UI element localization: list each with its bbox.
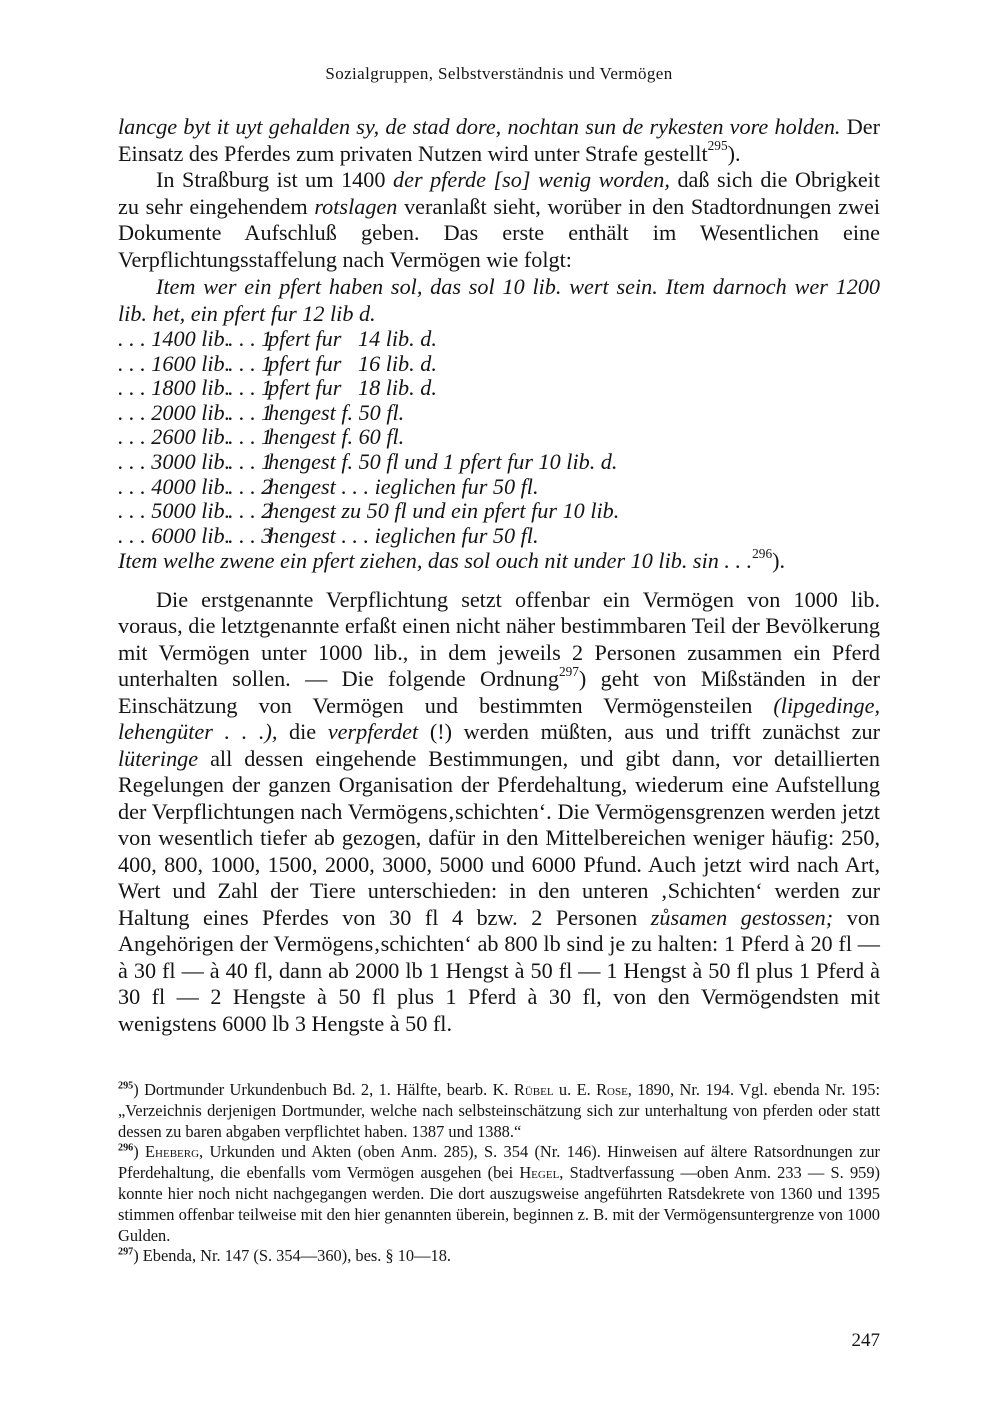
footnote-text: , Urkunden und Akten (oben Anm. 285), S. 354 (Nr. 146). Hinweisen auf ältere Ratsordnungen zur Pferdehaltung, die ebenfalls vom Vermögen ausgehen (bei (118, 1142, 880, 1183)
continuation-end: ). (727, 140, 741, 166)
para3-italic-3: lüteringe (118, 745, 199, 771)
obligation-text: pfert fur 14 lib. d. (268, 326, 437, 351)
obligation-text: hengest f. 60 fl. (268, 424, 405, 450)
obligation-count: . . . 1 (228, 375, 273, 401)
obligation-text: hengest . . . ieglichen fur 50 fl. (268, 522, 539, 548)
footnote-text: ) Ebenda, Nr. 147 (S. 354—360), bes. § 10—18. (133, 1246, 451, 1266)
obligation-count: . . . 1 (228, 350, 273, 376)
obligation-amount: . . . 4000 lib. (118, 473, 231, 499)
footnote-297 (118, 1246, 880, 1267)
quote-closing (118, 545, 880, 575)
footnote-author: Hegel (519, 1163, 560, 1183)
obligation-row (118, 327, 880, 352)
footnote-295 (118, 1080, 880, 1142)
obligation-amount: . . . 1800 lib. (118, 375, 231, 401)
continuation-paragraph (118, 114, 880, 167)
footnote-ref-297[interactable]: 297 (558, 663, 579, 679)
running-head: Sozialgruppen, Selbstverständnis und Vermögen (325, 64, 673, 83)
footnote-author: Rose (596, 1080, 628, 1099)
quote-intro-line-2: wer 1200 lib. het, ein pfert fur 12 lib d. (118, 274, 881, 326)
obligation-row (118, 376, 880, 401)
footnote-author: Eheberg (145, 1142, 200, 1162)
obligation-amount: . . . 2000 lib. (118, 399, 231, 425)
obligation-row (118, 425, 880, 450)
paragraph-strassburg (118, 167, 880, 273)
footnote-text: ) (133, 1142, 146, 1162)
obligation-row (118, 450, 880, 475)
continuation-quote-end: holden. (774, 114, 841, 139)
footnote-text: , 1890, Nr. 194. Vgl. ebenda Nr. 195: „Verzeichnis derjenigen Dortmunder, welche nach selbsteinschätzung sich zur unterhaltung von pferden oder statt dessen zu baren abgaben verpflichtet haben. 1387 und 1388.“ (118, 1080, 880, 1141)
obligation-amount: . . . 1600 lib. (118, 350, 231, 376)
main-text (118, 114, 880, 1037)
obligation-amount: . . . 6000 lib. (118, 522, 231, 548)
obligation-text: pfert fur 18 lib. d. (268, 375, 437, 401)
obligation-text: pfert fur 16 lib. d. (268, 350, 437, 376)
footnotes (118, 1080, 880, 1267)
para3-italic-4: zůsamen gestossen; (650, 904, 834, 930)
para3-italic-1: (lipgedinge, lehengüter . . .), (118, 692, 880, 745)
obligation-amount: . . . 2600 lib. (118, 424, 231, 450)
para2-text-2: daß sich die Obrigkeit zu sehr eingehendem (118, 167, 881, 219)
para2-text-1: In Straßburg ist um 1400 (156, 167, 393, 192)
paragraph-analysis (118, 587, 880, 1038)
obligation-count: . . . 1 (228, 326, 273, 351)
continuation-text: Der Einsatz des Pferdes zum privaten Nutzen wird unter Strafe gestellt (118, 114, 881, 166)
footnote-mark: 297 (118, 1246, 134, 1258)
quote-intro-line-1: Item wer ein pfert haben sol, das sol 10 lib. wert sein. Item darnoch (156, 274, 787, 299)
para3-text-2: ) geht von Mißständen in der Einschätzung von Vermögen und bestimmten Vermögensteilen (118, 666, 880, 718)
obligation-row (118, 352, 880, 377)
obligation-row (118, 475, 880, 500)
footnote-296 (118, 1142, 880, 1246)
para3-italic-2: verpferdet (327, 719, 419, 745)
page-number: 247 (851, 1330, 880, 1351)
footnote-mark: 296 (118, 1142, 134, 1154)
para2-text-3: veranlaßt sieht, worüber in den Stadtordnungen zwei Dokumente Aufschluß geben. Das erste enthält im Wesentlichen eine Verpflichtungsstaffelung nach Vermögen wie folgt: (118, 193, 880, 272)
obligation-count: . . . 2 (228, 498, 273, 524)
footnote-mark: 295 (118, 1080, 134, 1092)
obligation-count: . . . 2 (228, 473, 273, 499)
obligation-amount: . . . 3000 lib. (118, 448, 231, 474)
ordinance-quote (118, 274, 880, 575)
continuation-quote-line: lancge byt it uyt gehalden sy, de stad dore, nochtan sun de rykesten vore (118, 114, 769, 139)
obligation-text: hengest f. 50 fl und 1 pfert fur 10 lib. d. (268, 448, 618, 474)
quote-closing-end: ). (772, 548, 786, 574)
obligation-row (118, 401, 880, 426)
quote-closing-text: Item welhe zwene ein pfert ziehen, das sol ouch nit under 10 lib. sin . . . (118, 548, 753, 574)
obligation-count: . . . 3 (228, 522, 273, 548)
obligation-count: . . . 1 (228, 424, 273, 450)
obligation-count: . . . 1 (228, 448, 273, 474)
obligation-row (118, 524, 880, 549)
obligation-count: . . . 1 (228, 399, 273, 425)
obligation-amount: . . . 1400 lib. (118, 326, 231, 351)
obligation-text: hengest zu 50 fl und ein pfert fur 10 lib. (268, 498, 620, 524)
footnote-ref-295[interactable]: 295 (707, 138, 728, 154)
para3-text-3: die (277, 719, 328, 745)
para3-text-6: von Angehörigen der Vermögens‚schichten‘ ab 800 lb sind je zu halten: 1 Pferd à 20 fl — à 30 fl — à 40 fl, dann ab 2000 lb 1 Hengst à 50 fl — 1 Hengst à 50 fl plus 1 Pferd à 30 fl — 2 Hengste à 50 fl plus 1 Pferd à 30 fl, von den Vermögendsten mit wenigstens 6000 lb 3 Hengste à 50 fl. (118, 904, 881, 1036)
para3-text-5: all dessen eingehende Bestimmungen, und gibt dann, vor detaillierten Regelungen der ganzen Organisation der Pferdehaltung, wiederum eine Aufstellung der Verpflichtungen nach Vermögens‚schichten‘. Die Vermögensgrenzen werden jetzt von wesentlich tiefer ab gezogen, dafür in den Mittelbereichen weniger häufig: 250, 400, 800, 1000, 1500, 2000, 3000, 5000 und 6000 Pfund. Auch jetzt wird nach Art, Wert und Zahl der Tiere unterschieden: in den unteren ‚Schichten‘ werden zur Haltung eines Pferdes von 30 fl 4 bzw. 2 Personen (118, 745, 880, 930)
para3-text-1: Die erstgenannte Verpflichtung setzt offenbar ein Vermögen von 1000 lib. voraus, die letztgenannte erfaßt einen nicht näher bestimmbaren Teil der Bevölkerung mit Vermögen unter 1000 lib., in dem jeweils 2 Personen zusammen ein Pferd unterhalten sollen. — Die folgende Ordnung (118, 586, 880, 692)
obligation-list (118, 327, 880, 548)
footnote-text: u. E. (553, 1080, 597, 1099)
footnote-text: , Stadtverfassung —oben Anm. 233 — S. 959) konnte hier noch nicht nachgegangen werden. Die dort auszugsweise angeführten Ratsdekrete von 1360 und 1395 stimmen offenbar teilweise mit den hier genannten überein, beginnen z. B. mit der Vermögensuntergrenze von 1000 Gulden. (118, 1163, 880, 1245)
obligation-text: hengest . . . ieglichen fur 50 fl. (268, 473, 539, 499)
obligation-text: hengest f. 50 fl. (268, 399, 405, 425)
footnote-author: Rübel (513, 1080, 554, 1099)
para2-italic-1: der pferde [so] wenig worden, (393, 167, 670, 192)
footnote-ref-296[interactable]: 296 (752, 545, 773, 561)
obligation-amount: . . . 5000 lib. (118, 498, 231, 524)
quote-intro (118, 274, 880, 327)
para2-italic-2: rotslagen (314, 193, 398, 219)
obligation-row (118, 499, 880, 524)
footnote-text: ) Dortmunder Urkundenbuch Bd. 2, 1. Hälfte, bearb. K. (133, 1080, 514, 1099)
para3-text-4: (!) werden müßten, aus und trifft zunächst zur (418, 719, 880, 745)
